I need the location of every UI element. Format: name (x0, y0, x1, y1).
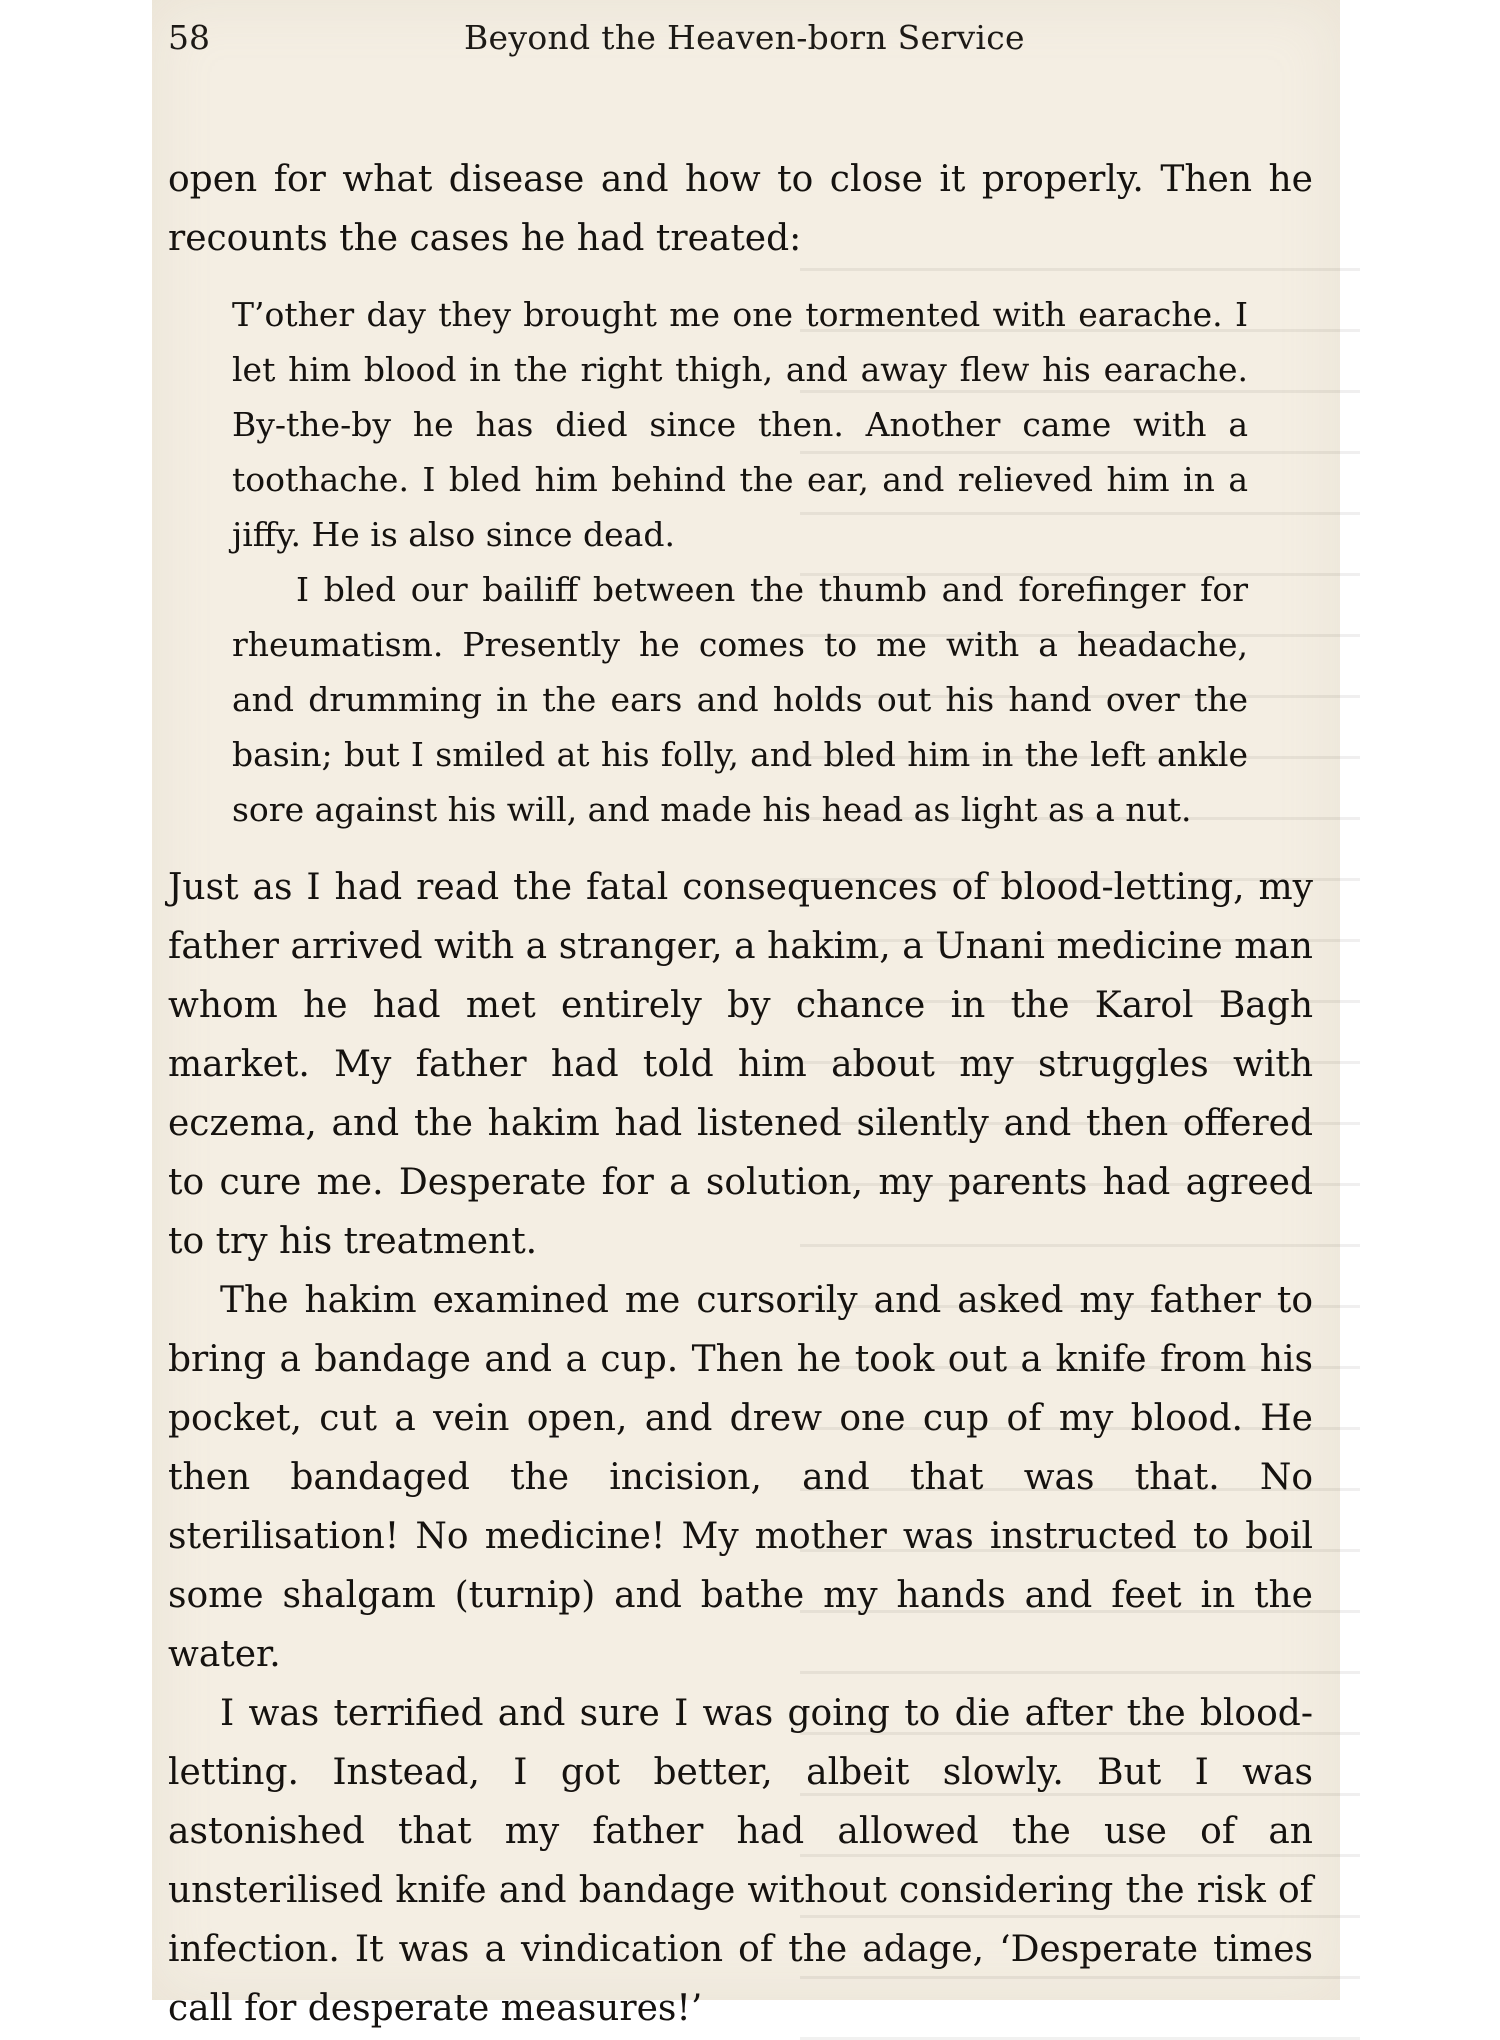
paragraph-4: I was terrified and sure I was going to die after the blood-letting. Instead, I got better, albeit slowly. But I was astonished that my father had allowed the use of an unsterilised knife and bandage without considering the risk of infection. It was a vindication of the adage, ‘Desperate times call for desperate measures!’ (168, 1693, 1313, 2029)
book-page (152, 0, 1340, 2029)
paragraph-3: The hakim examined me cursorily and asked my father to bring a bandage and a cup. Then he took out a knife from his pocket, cut a vein open, and drew one cup of my blood. He then bandaged the incision, and that was that. No sterilisation! No medicine! My mother was instructed to boil some shalgam (turnip) and bathe my hands and feet in the water. (168, 1280, 1313, 1675)
quote-paragraph-1: T’other day they brought me one tormented with earache. I let him blood in the right thigh, and away flew his earache. By-the-by he has died since then. Another came with a toothache. I bled him behind the ear, and relieved him in a jiffy. He is also since dead. (232, 295, 1248, 554)
page-header (168, 18, 1168, 58)
page-number: 58 (168, 18, 210, 57)
running-head: Beyond the Heaven-born Service (464, 18, 1025, 57)
paragraph-2: Just as I had read the fatal consequences of blood-letting, my father arrived with a stranger, a hakim, a Unani medicine man whom he had met entirely by chance in the Karol Bagh market. My father had told him about my struggles with eczema, and the hakim had listened silently and then offered to cure me. Desperate for a solution, my parents had agreed to try his treatment. (168, 867, 1313, 1262)
quote-paragraph-2: I bled our bailiff between the thumb and forefinger for rheumatism. Presently he comes to me with a headache, and drumming in the ears and holds out his hand over the basin; but I smiled at his folly, and bled him in the left ankle sore against his will, and made his head as light as a nut. (232, 570, 1248, 829)
block-quote (232, 287, 1248, 837)
body-text (168, 150, 1313, 2038)
paragraph-1: open for what disease and how to close it properly. Then he recounts the cases he had treated: (168, 159, 1313, 259)
